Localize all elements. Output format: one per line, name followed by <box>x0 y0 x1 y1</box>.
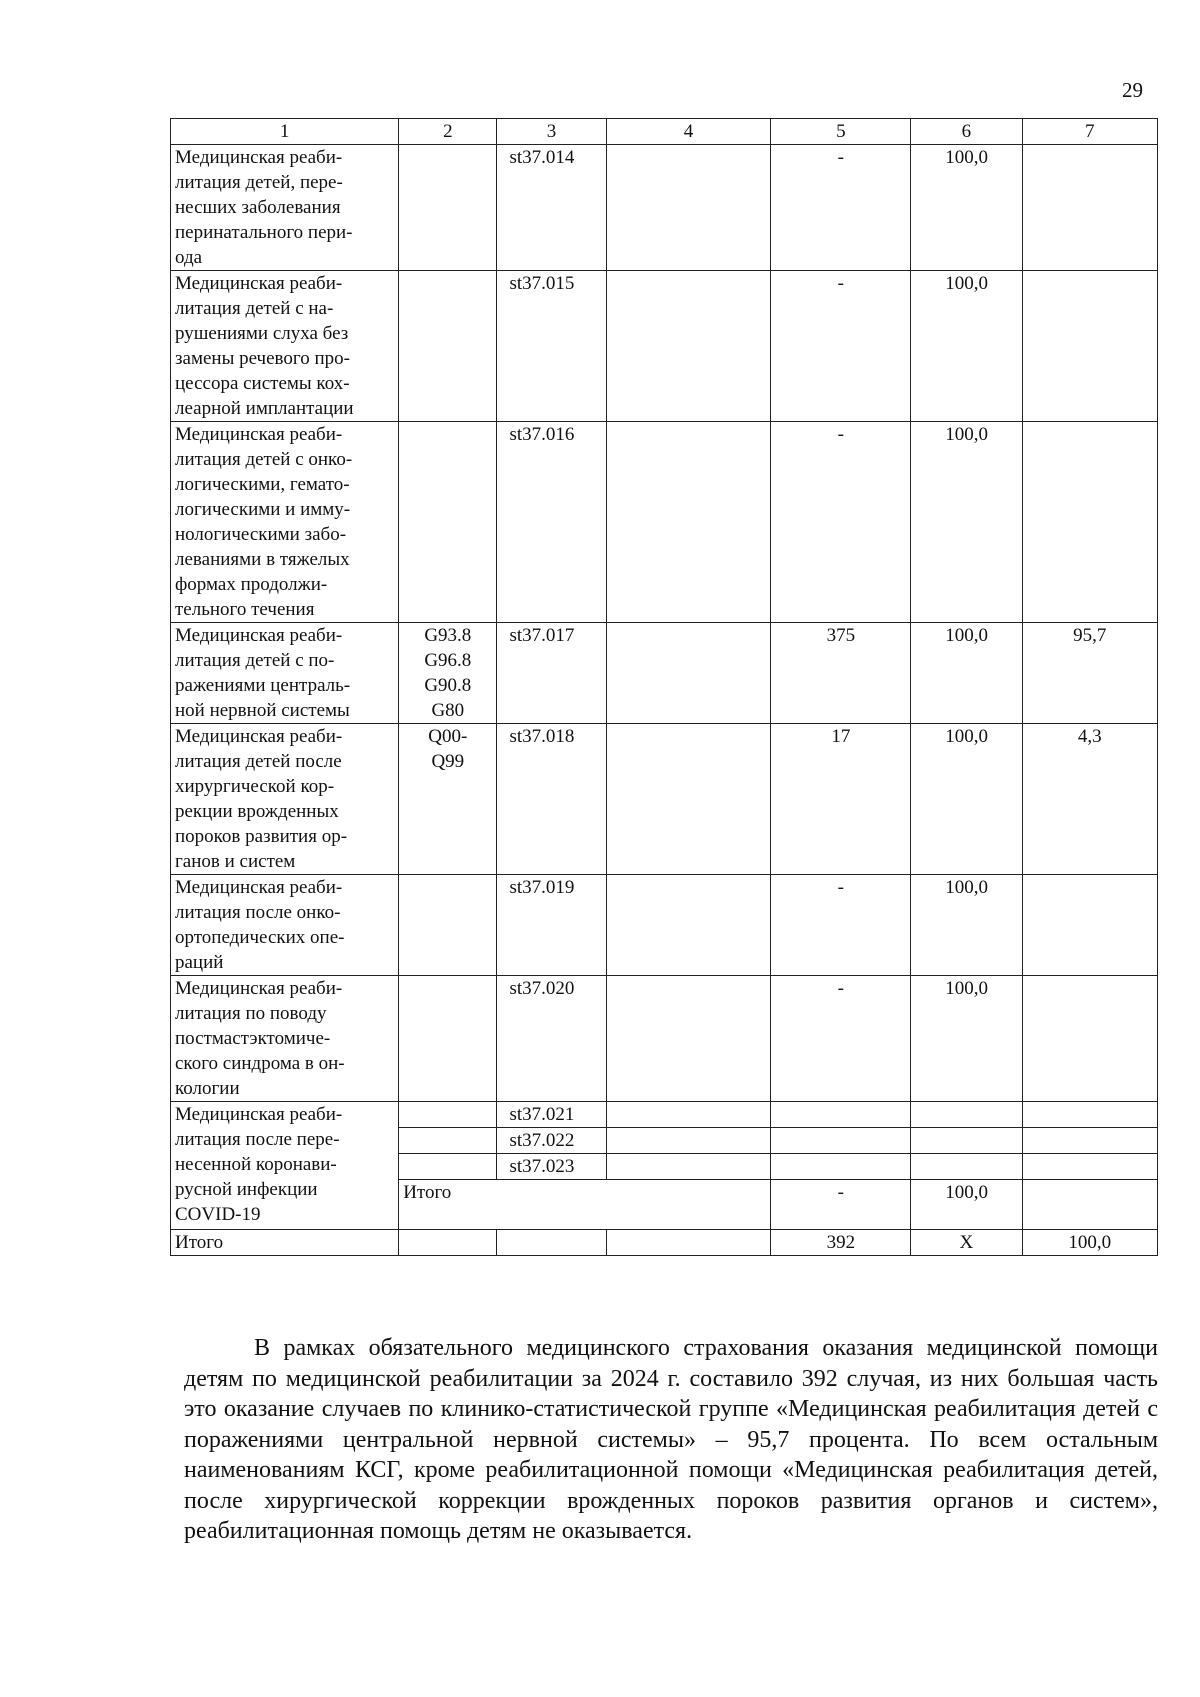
ksg-code: st37.016 <box>497 422 606 623</box>
share-cell <box>1022 1154 1157 1180</box>
col6-cell <box>911 1102 1022 1128</box>
mkb-codes <box>399 1154 497 1180</box>
col4-cell <box>606 1102 771 1128</box>
ksg-name: Медицинская реаби- литация после пере- несенной коронави- русной инфекции COVID-19 <box>171 1102 399 1230</box>
cases-cell: - <box>771 1180 911 1230</box>
cases-cell: - <box>771 875 911 976</box>
total-label: Итого <box>171 1230 399 1256</box>
header-cell: 7 <box>1022 119 1157 145</box>
table-row <box>171 422 1158 623</box>
page-number: 29 <box>1122 78 1143 102</box>
col4-cell <box>606 875 771 976</box>
mkb-codes: Q00- Q99 <box>399 724 497 875</box>
col6-cell: 100,0 <box>911 145 1022 271</box>
col4-cell <box>606 976 771 1102</box>
ksg-code: st37.018 <box>497 724 606 875</box>
share-cell <box>1022 1180 1157 1230</box>
ksg-code: st37.022 <box>497 1128 606 1154</box>
col6-cell: X <box>911 1230 1022 1256</box>
col6-cell: 100,0 <box>911 623 1022 724</box>
ksg-name: Медицинская реаби- литация детей, пере- несших заболевания перинатального пери- ода <box>171 145 399 271</box>
cases-cell: 375 <box>771 623 911 724</box>
share-cell: 4,3 <box>1022 724 1157 875</box>
col6-cell <box>911 1128 1022 1154</box>
ksg-code: st37.020 <box>497 976 606 1102</box>
ksg-name: Медицинская реаби- литация детей после хирургической кор- рекции врожденных пороков развития ор- ганов и систем <box>171 724 399 875</box>
ksg-table <box>170 118 1158 1256</box>
ksg-code: st37.023 <box>497 1154 606 1180</box>
col4-cell <box>606 1128 771 1154</box>
ksg-code: st37.021 <box>497 1102 606 1128</box>
summary-paragraph: В рамках обязательного медицинского страхования оказания медицинской помощи детям по медицинской реабилитации за 2024 г. составило 392 случая, из них большая часть это оказание случаев по клинико-статистической группе «Медицинская реабилитация детей с поражениями центральной нервной системы» – 95,7 процента. По всем остальным наименованиям КСГ, кроме реабилитационной помощи «Медицинская реабилитация детей, после хирургической коррекции врожденных пороков развития органов и систем», реабилитационная помощь детям не оказывается. <box>184 1335 1158 1544</box>
covid-row <box>171 1102 1158 1128</box>
share-cell: 100,0 <box>1022 1230 1157 1256</box>
share-cell <box>1022 422 1157 623</box>
cases-cell: 17 <box>771 724 911 875</box>
mkb-codes <box>399 875 497 976</box>
header-cell: 6 <box>911 119 1022 145</box>
table-row <box>171 623 1158 724</box>
ksg-name: Медицинская реаби- литация детей с на- рушениями слуха без замены речевого про- цессора системы кох- леарной имплантации <box>171 271 399 422</box>
table-row <box>171 724 1158 875</box>
mkb-codes <box>399 1128 497 1154</box>
col4-cell <box>606 145 771 271</box>
cases-cell: - <box>771 422 911 623</box>
cases-cell: - <box>771 271 911 422</box>
table-row <box>171 271 1158 422</box>
mkb-codes <box>399 1230 497 1256</box>
header-cell: 1 <box>171 119 399 145</box>
share-cell <box>1022 1128 1157 1154</box>
cases-cell: - <box>771 145 911 271</box>
cases-cell <box>771 1154 911 1180</box>
mkb-codes <box>399 145 497 271</box>
col4-cell <box>606 1154 771 1180</box>
ksg-code: st37.014 <box>497 145 606 271</box>
header-cell: 4 <box>606 119 771 145</box>
ksg-code: st37.019 <box>497 875 606 976</box>
mkb-codes <box>399 976 497 1102</box>
cases-cell: 392 <box>771 1230 911 1256</box>
table-row <box>171 145 1158 271</box>
cases-cell <box>771 1128 911 1154</box>
ksg-name: Медицинская реаби- литация детей с онко- логическими, гемато- логическими и имму- нологическими забо- леваниями в тяжелых формах продолжи- тельного течения <box>171 422 399 623</box>
share-cell <box>1022 271 1157 422</box>
col4-cell <box>606 724 771 875</box>
ksg-name: Медицинская реаби- литация после онко- ортопедических опе- раций <box>171 875 399 976</box>
ksg-code <box>497 1230 606 1256</box>
table-row <box>171 875 1158 976</box>
mkb-codes <box>399 1102 497 1128</box>
col6-cell: 100,0 <box>911 976 1022 1102</box>
header-cell: 3 <box>497 119 606 145</box>
col6-cell: 100,0 <box>911 875 1022 976</box>
table-row <box>171 976 1158 1102</box>
mkb-codes: G93.8 G96.8 G90.8 G80 <box>399 623 497 724</box>
ksg-name: Медицинская реаби- литация детей с по- ражениями централь- ной нервной системы <box>171 623 399 724</box>
share-cell <box>1022 1102 1157 1128</box>
cases-cell: - <box>771 976 911 1102</box>
share-cell: 95,7 <box>1022 623 1157 724</box>
share-cell <box>1022 145 1157 271</box>
col6-cell: 100,0 <box>911 271 1022 422</box>
col4-cell <box>606 623 771 724</box>
share-cell <box>1022 875 1157 976</box>
col4-cell <box>606 422 771 623</box>
ksg-name: Медицинская реаби- литация по поводу постмастэктомиче- ского синдрома в он- кологии <box>171 976 399 1102</box>
col6-cell: 100,0 <box>911 422 1022 623</box>
ksg-code: st37.015 <box>497 271 606 422</box>
col4-cell <box>606 271 771 422</box>
header-cell: 5 <box>771 119 911 145</box>
table-header-row <box>171 119 1158 145</box>
cases-cell <box>771 1102 911 1128</box>
col4-cell <box>606 1230 771 1256</box>
col6-cell <box>911 1154 1022 1180</box>
col6-cell: 100,0 <box>911 1180 1022 1230</box>
header-cell: 2 <box>399 119 497 145</box>
ksg-code: st37.017 <box>497 623 606 724</box>
total-row <box>171 1230 1158 1256</box>
subtotal-label: Итого <box>399 1180 771 1230</box>
mkb-codes <box>399 422 497 623</box>
share-cell <box>1022 976 1157 1102</box>
mkb-codes <box>399 271 497 422</box>
col6-cell: 100,0 <box>911 724 1022 875</box>
